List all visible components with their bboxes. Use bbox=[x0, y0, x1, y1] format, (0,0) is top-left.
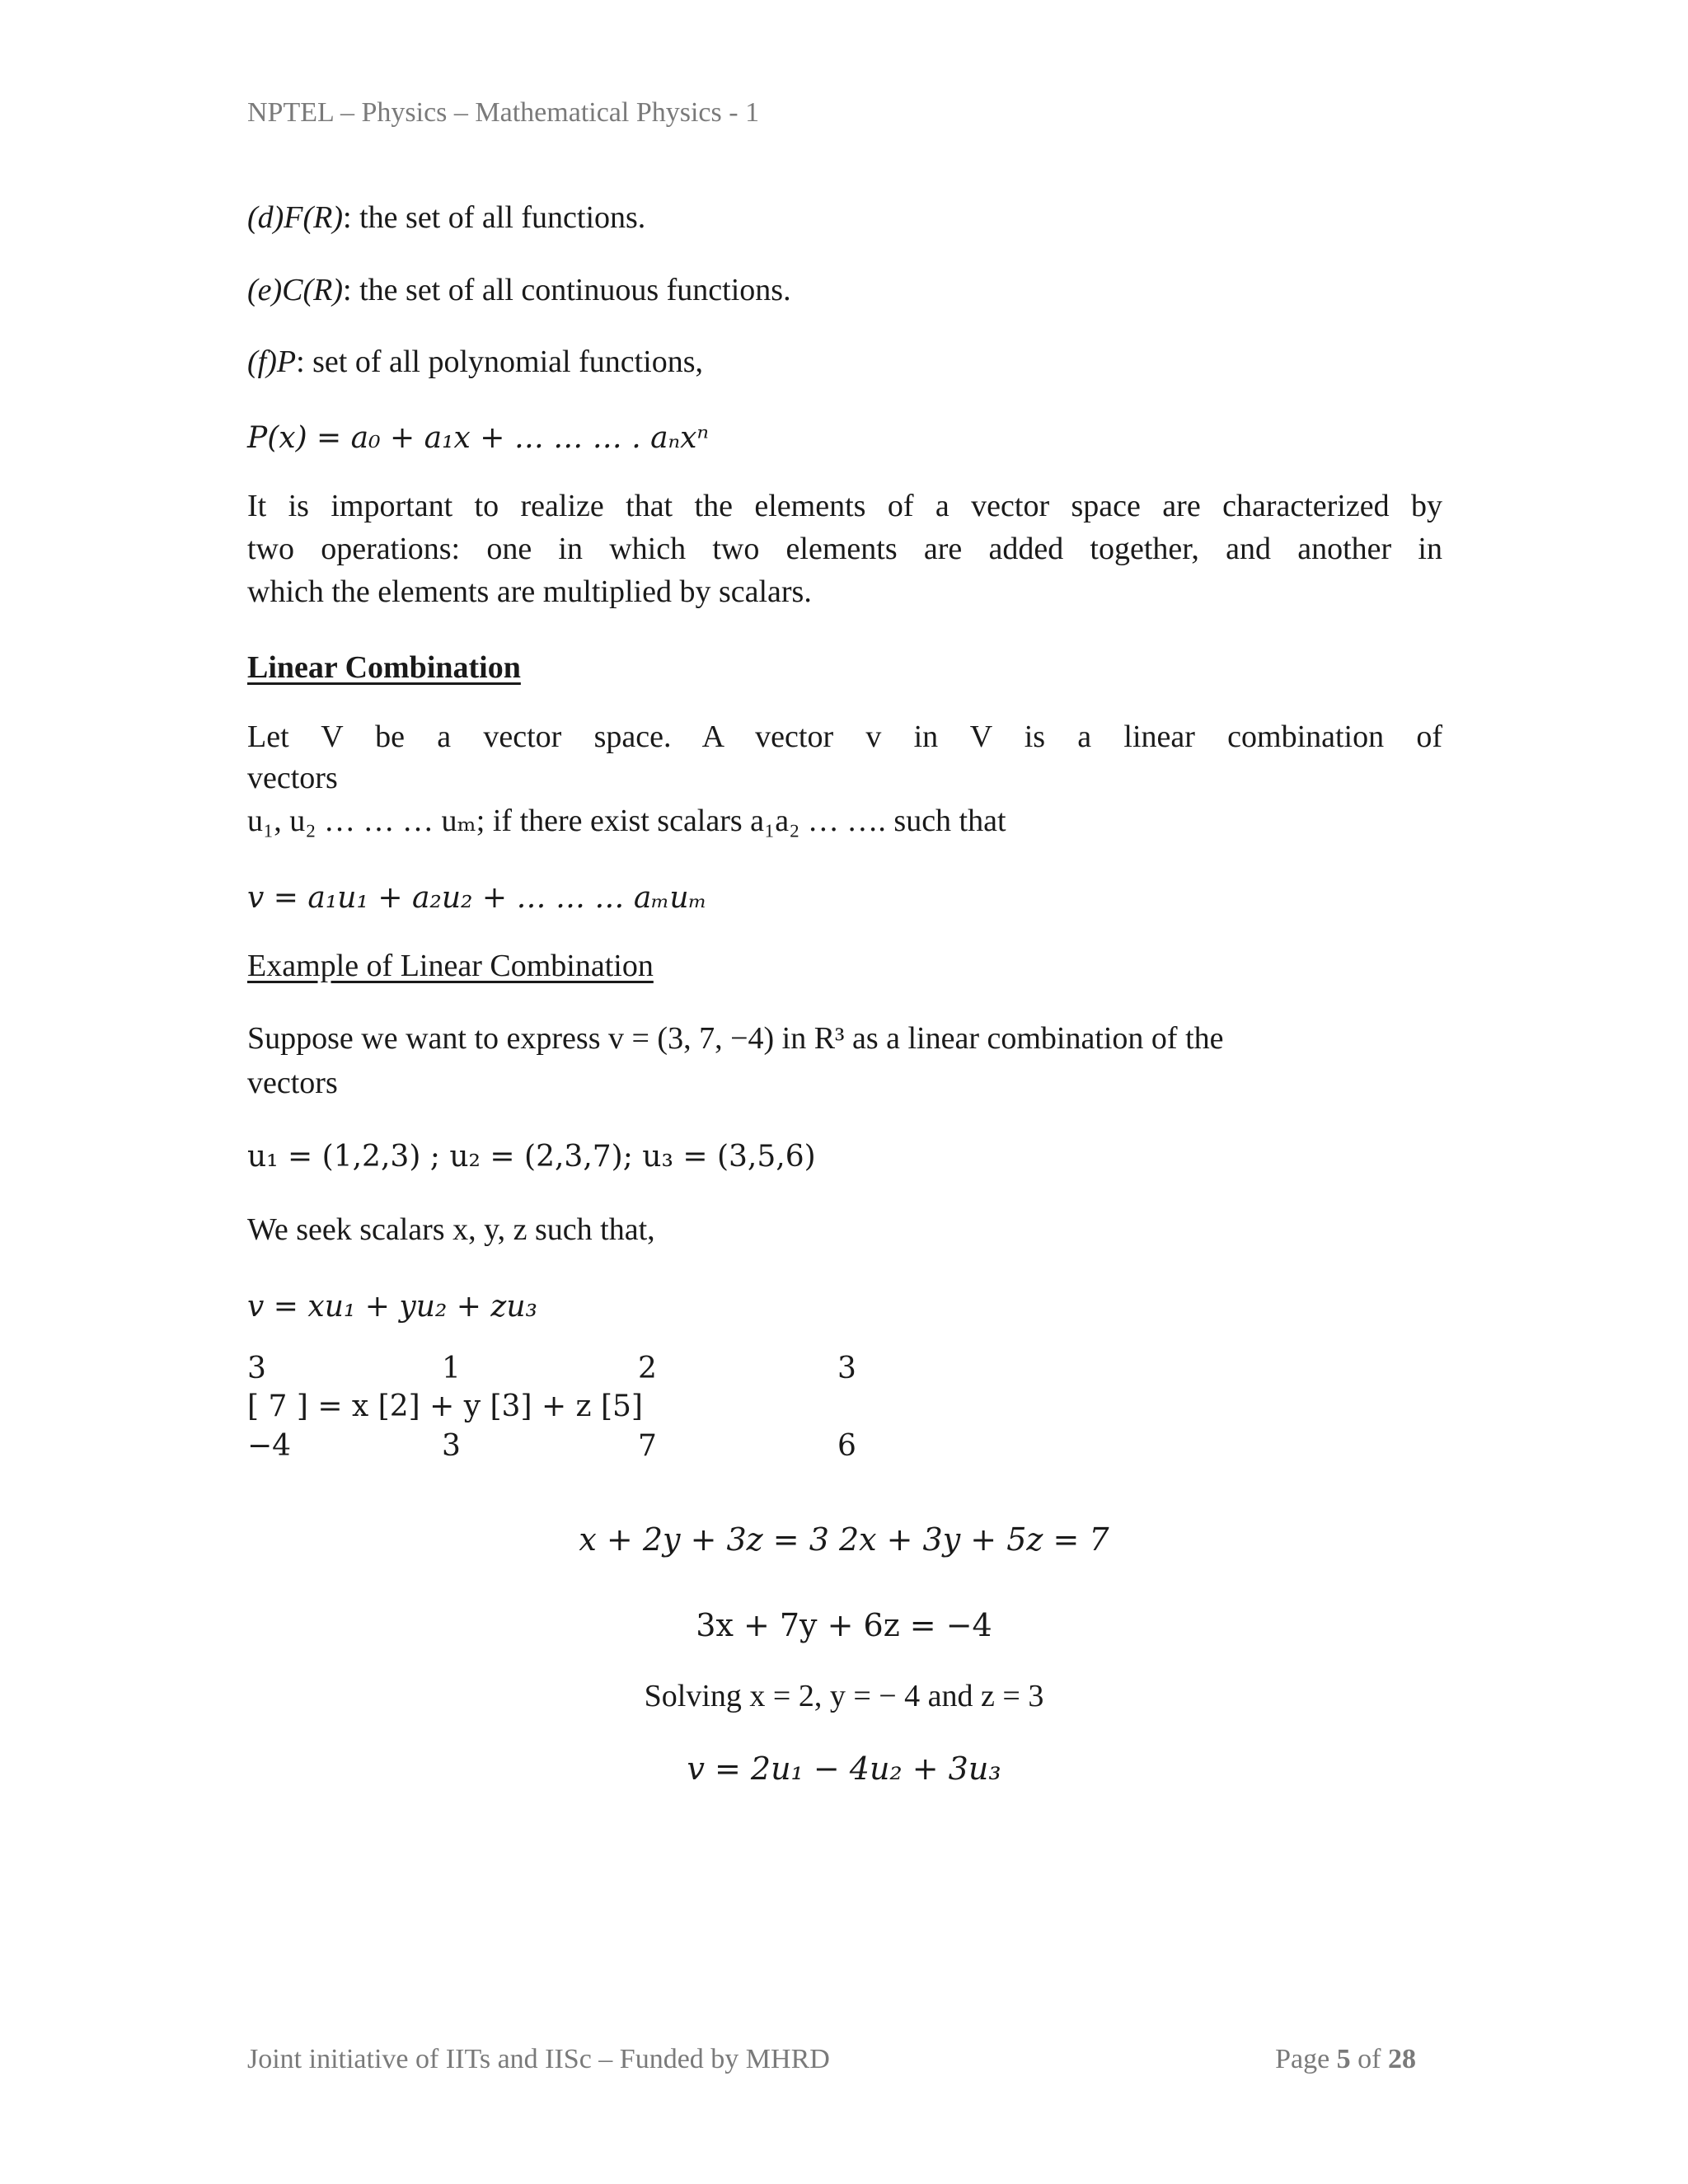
matrix-bottom-cell: 3 bbox=[442, 1429, 461, 1463]
item-e bbox=[247, 269, 1442, 312]
item-e-text: : the set of all continuous functions. bbox=[343, 273, 791, 307]
example-heading-row bbox=[247, 944, 1442, 987]
matrix-top-cell: 2 bbox=[638, 1352, 657, 1385]
example-line-1: Suppose we want to express v = (3, 7, −4) in R³ as a linear combination of the bbox=[247, 1021, 1224, 1056]
example-equation: v = xu₁ + yu₂ + zu₃ bbox=[247, 1290, 537, 1324]
system-equation-2: 3x + 7y + 6z = −4 bbox=[696, 1607, 992, 1643]
page-header: NPTEL – Physics – Mathematical Physics - 1 bbox=[247, 97, 760, 128]
page-total: 28 bbox=[1388, 2044, 1416, 2074]
item-d-text: : the set of all functions. bbox=[343, 200, 646, 235]
linear-combination-heading: Linear Combination bbox=[247, 650, 521, 685]
paragraph-line-1: It is important to realize that the elements of a vector space are characterized by bbox=[247, 489, 1442, 523]
definition-line-3: u₁, u₂ … … … uₘ; if there exist scalars a₁a₂ … …. such that bbox=[247, 804, 1006, 838]
solving-line: Solving x = 2, y = − 4 and z = 3 bbox=[644, 1679, 1044, 1713]
result-equation: v = 2u₁ − 4u₂ + 3u₃ bbox=[687, 1750, 1001, 1787]
example-seek: We seek scalars x, y, z such that, bbox=[247, 1212, 655, 1247]
matrix-bottom-cell: 7 bbox=[638, 1429, 657, 1463]
item-d-label: (d)F(R) bbox=[247, 200, 344, 235]
matrix-bottom-cell: 6 bbox=[837, 1429, 856, 1463]
paragraph-line-2: two operations: one in which two elements are added together, and another in bbox=[247, 532, 1442, 566]
item-f bbox=[247, 340, 1442, 383]
example-heading: Example of Linear Combination bbox=[247, 949, 654, 983]
item-f-text: : set of all polynomial functions, bbox=[296, 344, 704, 379]
definition-line-1: Let V be a vector space. A vector v in V is a linear combination of bbox=[247, 719, 1442, 754]
item-e-label: (e)C(R) bbox=[247, 273, 344, 307]
matrix-top-cell: 1 bbox=[442, 1352, 461, 1385]
paragraph-line-3: which the elements are multiplied by scalars. bbox=[247, 574, 812, 609]
definition-line-2: vectors bbox=[247, 761, 338, 795]
matrix-top-cell: 3 bbox=[837, 1352, 856, 1385]
page-current: 5 bbox=[1336, 2044, 1351, 2074]
page-number bbox=[1275, 2044, 1416, 2075]
item-d bbox=[247, 196, 1442, 239]
system-equation-1: x + 2y + 3z = 3 2x + 3y + 5z = 7 bbox=[579, 1521, 1109, 1558]
polynomial-equation: P(x) = a₀ + a₁x + … … … . aₙxⁿ bbox=[247, 421, 710, 455]
matrix-top-row bbox=[247, 1352, 1154, 1391]
matrix-bottom-cell: −4 bbox=[247, 1429, 292, 1463]
page-prefix: Page bbox=[1275, 2044, 1337, 2074]
page-of: of bbox=[1350, 2044, 1388, 2074]
matrix-top-cell: 3 bbox=[247, 1352, 266, 1385]
matrix-middle-row: [ 7 ] = x [2] + y [3] + z [5] bbox=[247, 1390, 643, 1423]
matrix-bottom-row bbox=[247, 1429, 1154, 1469]
example-line-2: vectors bbox=[247, 1066, 338, 1100]
example-vectors: u₁ = (1,2,3) ; u₂ = (2,3,7); u₃ = (3,5,6) bbox=[247, 1140, 816, 1174]
section-heading bbox=[247, 646, 1442, 689]
item-f-label: (f)P bbox=[247, 344, 297, 379]
linear-combination-equation: v = a₁u₁ + a₂u₂ + … … … aₘuₘ bbox=[247, 881, 707, 915]
footer-credit: Joint initiative of IITs and IISc – Funded by MHRD bbox=[247, 2044, 830, 2074]
